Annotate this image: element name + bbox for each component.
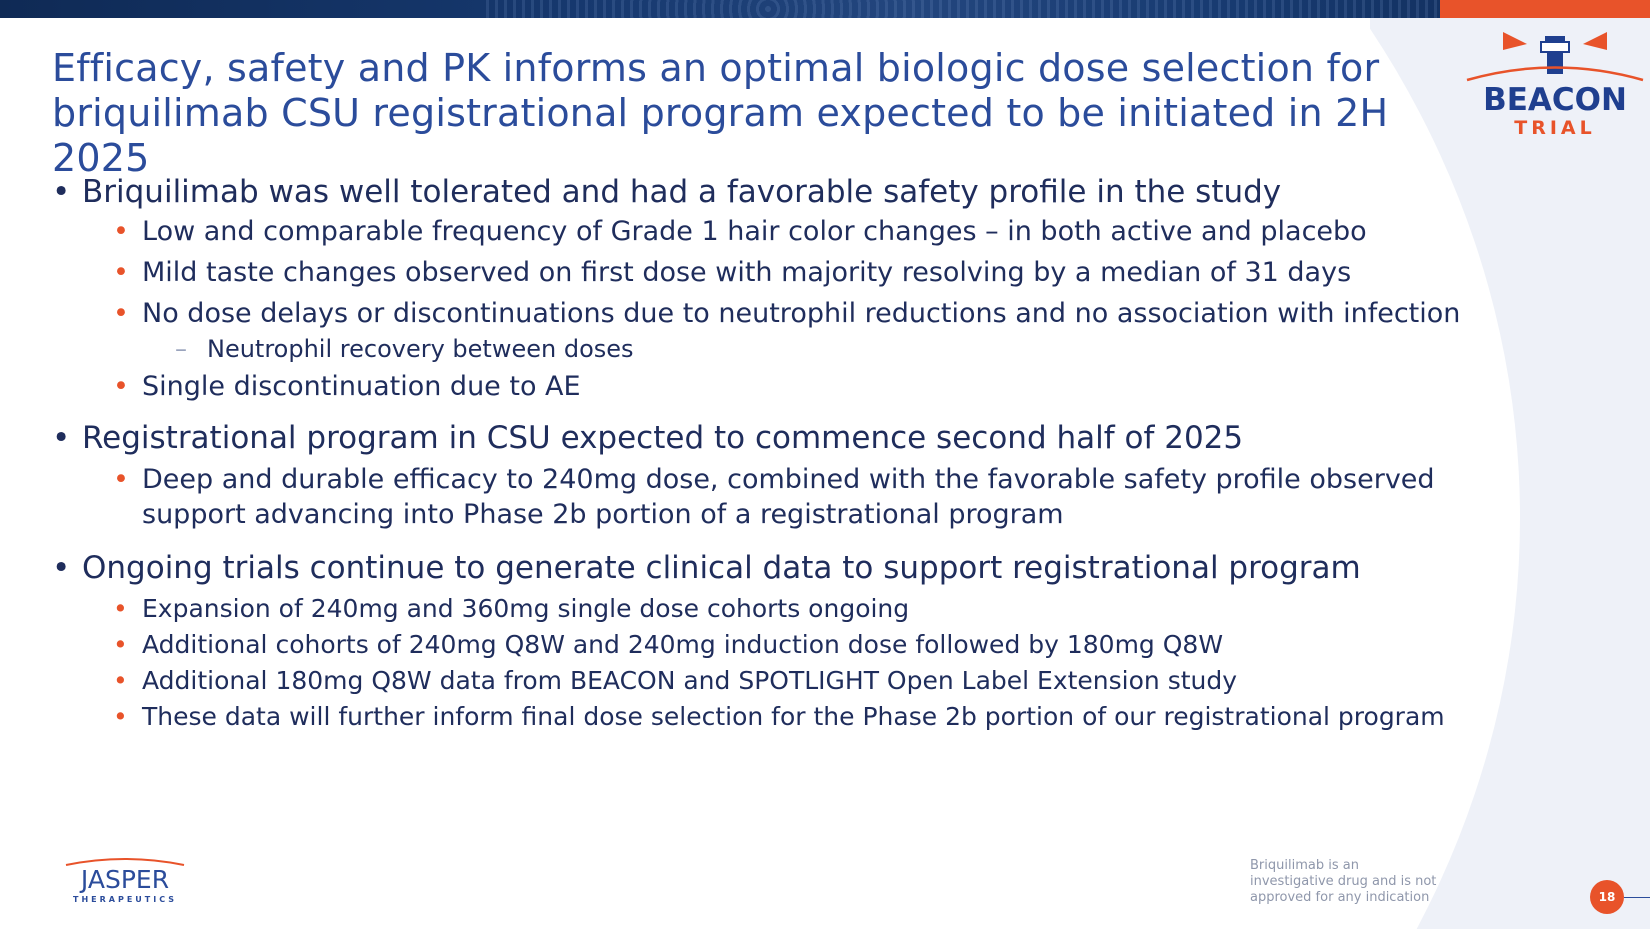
bullet-level2: [52, 630, 1512, 659]
bullet-dot: •: [113, 702, 128, 731]
bullet-dot: •: [113, 666, 128, 695]
bullet-text: Neutrophil recovery between doses: [207, 335, 634, 363]
bullet-level2: [52, 216, 1512, 247]
beacon-trial-logo: [1465, 30, 1645, 140]
bullet-dot: •: [113, 594, 128, 623]
slide-title: Efficacy, safety and PK informs an optimal biologic dose selection for briquilimab CSU registrational program expected to be initiated in 2H 2025: [52, 46, 1389, 180]
disclaimer-text: Briquilimab is an investigative drug and is not approved for any indication: [1250, 858, 1437, 905]
bullet-dot: •: [113, 630, 128, 659]
jasper-word: JASPER: [80, 865, 170, 894]
bullet-text: Registrational program in CSU expected to commence second half of 2025: [82, 420, 1244, 456]
bullet-text: Deep and durable efficacy to 240mg dose, combined with the favorable safety profile observed support advancing into Phase 2b portion of a registrational program: [142, 464, 1435, 530]
page-number-line: [1624, 897, 1650, 898]
page-number-badge: 18: [1590, 880, 1624, 914]
bullet-dot: •: [113, 371, 129, 402]
therapeutics-word: THERAPEUTICS: [72, 895, 178, 904]
top-banner-accent: [1440, 0, 1650, 18]
bullet-dot: •: [113, 216, 129, 247]
bullet-dot: •: [52, 550, 71, 586]
lighthouse-body: [1547, 52, 1563, 74]
bullet-level3: [52, 335, 1512, 363]
lighthouse-lamp: [1541, 42, 1569, 52]
bullet-text: No dose delays or discontinuations due to neutrophil reductions and no association with infection: [142, 298, 1461, 329]
bullet-level1: [52, 420, 1512, 456]
bullet-dot: •: [113, 257, 129, 288]
bullet-list: [52, 174, 1512, 731]
bullet-dot: •: [113, 464, 129, 495]
trial-word: TRIAL: [1514, 117, 1596, 139]
bullet-level2: [52, 702, 1512, 731]
bullet-dot: •: [52, 174, 71, 210]
bullet-text: Additional cohorts of 240mg Q8W and 240mg induction dose followed by 180mg Q8W: [142, 630, 1224, 659]
bullet-text: Briquilimab was well tolerated and had a favorable safety profile in the study: [82, 174, 1282, 210]
bullet-text: These data will further inform final dose selection for the Phase 2b portion of our registrational program: [142, 702, 1445, 731]
bullet-level2: [52, 594, 1512, 623]
bullet-text: Single discontinuation due to AE: [142, 371, 581, 402]
jasper-therapeutics-logo: [60, 855, 190, 907]
top-banner-texture: [480, 0, 1440, 18]
bullet-level2: [52, 298, 1512, 329]
bullet-text: Ongoing trials continue to generate clinical data to support registrational program: [82, 550, 1361, 586]
bullet-dash: –: [175, 335, 187, 363]
bullet-level1: [52, 174, 1512, 210]
beacon-light-ray-right: [1583, 32, 1607, 50]
bullet-text: Additional 180mg Q8W data from BEACON and SPOTLIGHT Open Label Extension study: [142, 666, 1238, 695]
bullet-level2: [52, 257, 1512, 288]
beacon-light-ray-left: [1503, 32, 1527, 50]
bullet-dot: •: [52, 420, 71, 456]
bullet-dot: •: [113, 298, 129, 329]
bullet-text: Mild taste changes observed on first dose with majority resolving by a median of 31 days: [142, 257, 1352, 288]
bullet-level2: [52, 666, 1512, 695]
beacon-word: BEACON: [1483, 82, 1627, 118]
bullet-text: Expansion of 240mg and 360mg single dose cohorts ongoing: [142, 594, 910, 623]
bullet-level1: [52, 550, 1512, 586]
bullet-level2: [52, 462, 1442, 532]
bullet-text: Low and comparable frequency of Grade 1 hair color changes – in both active and placebo: [142, 216, 1367, 247]
bullet-level2: [52, 371, 1512, 402]
